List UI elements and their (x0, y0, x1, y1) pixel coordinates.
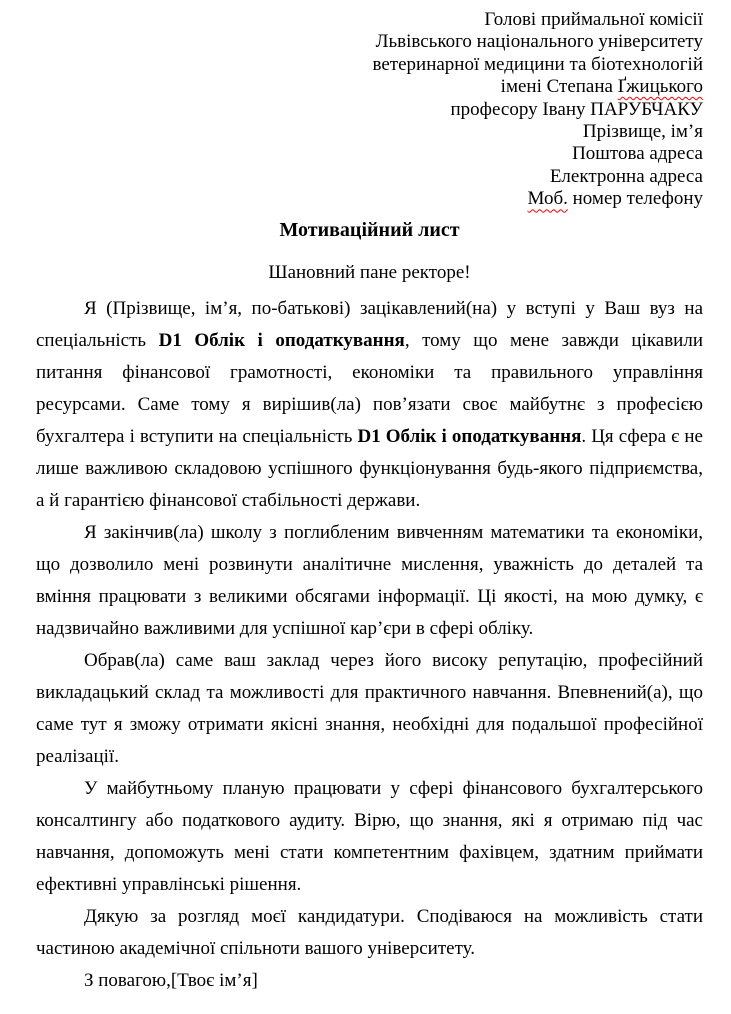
recipient-block (36, 9, 703, 211)
paragraph-2: Я закінчив(ла) школу з поглибленим вивченням математики та економіки, що дозволило мені розвинути аналітичне мислення, уважність до деталей та вміння працювати з великими обсягами інформації. Ці якості, на мою думку, є надзвичайно важливими для успішної кар’єри в сфері обліку. (36, 521, 703, 639)
recipient-line-9 (36, 188, 703, 210)
recipient-line-3: ветеринарної медицини та біотехнологій (372, 53, 703, 75)
paragraph-1-text: . Ця сфера є не лише важливою складовою успішного функціонування будь-якого підприємства, а й гарантією фінансової стабільності держави. (36, 425, 703, 511)
paragraph-1-text: Я (Прізвище, ім’я, по-батькові) зацікавлений(на) у вступі у Ваш вуз на спеціальність (36, 297, 703, 351)
spellcheck-flagged-word: Моб. (527, 188, 568, 210)
greeting-line: Шановний пане ректоре! (268, 261, 471, 283)
recipient-line-2: Львівського національного університету (375, 31, 703, 53)
recipient-line-8: Електронна адреса (549, 165, 703, 187)
paragraph-1 (36, 293, 703, 517)
paragraph-5: Дякую за розгляд моєї кандидатури. Сподіваюся на можливість стати частиною академічної спільноти вашого університету. (36, 905, 703, 959)
spellcheck-flagged-word: Ґжицького (617, 76, 703, 98)
recipient-line-9-suffix: номер телефону (567, 188, 703, 210)
paragraph-3: Обрав(ла) саме ваш заклад через його високу репутацію, професійний викладацький склад та можливості для практичного навчання. Впевнений(а), що саме тут я зможу отримати якісні знання, необхідні для подальшої професійної реалізації. (36, 649, 703, 767)
recipient-line-7: Поштова адреса (572, 143, 703, 165)
specialty-name-bold: D1 Облік і оподаткування (357, 425, 582, 447)
paragraph-4: У майбутньому планую працювати у сфері фінансового бухгалтерського консалтингу або податкового аудиту. Вірю, що знання, які я отримаю під час навчання, допоможуть мені стати компетентним фахівцем, здатним приймати ефективні управлінські рішення. (36, 777, 703, 895)
recipient-line-4 (36, 76, 703, 98)
paragraph-1-text: , тому що мене завжди цікавили питання фінансової грамотності, економіки та правильного управління ресурсами. Саме тому я вирішив(ла) пов’язати своє майбутнє з професією бухгалтера і вступити на спеціальність (36, 329, 703, 447)
specialty-name-bold: D1 Облік і оподаткування (158, 329, 405, 351)
recipient-line-6: Прізвище, ім’я (582, 121, 703, 143)
letter-title: Мотиваційний лист (279, 218, 460, 241)
recipient-line-5: професору Івану ПАРУБЧАКУ (450, 98, 703, 120)
recipient-line-1: Голові приймальної комісії (484, 9, 703, 30)
closing-line: З повагою,[Твоє ім’я] (84, 969, 258, 991)
recipient-line-4-prefix: імені Степана (500, 76, 618, 98)
